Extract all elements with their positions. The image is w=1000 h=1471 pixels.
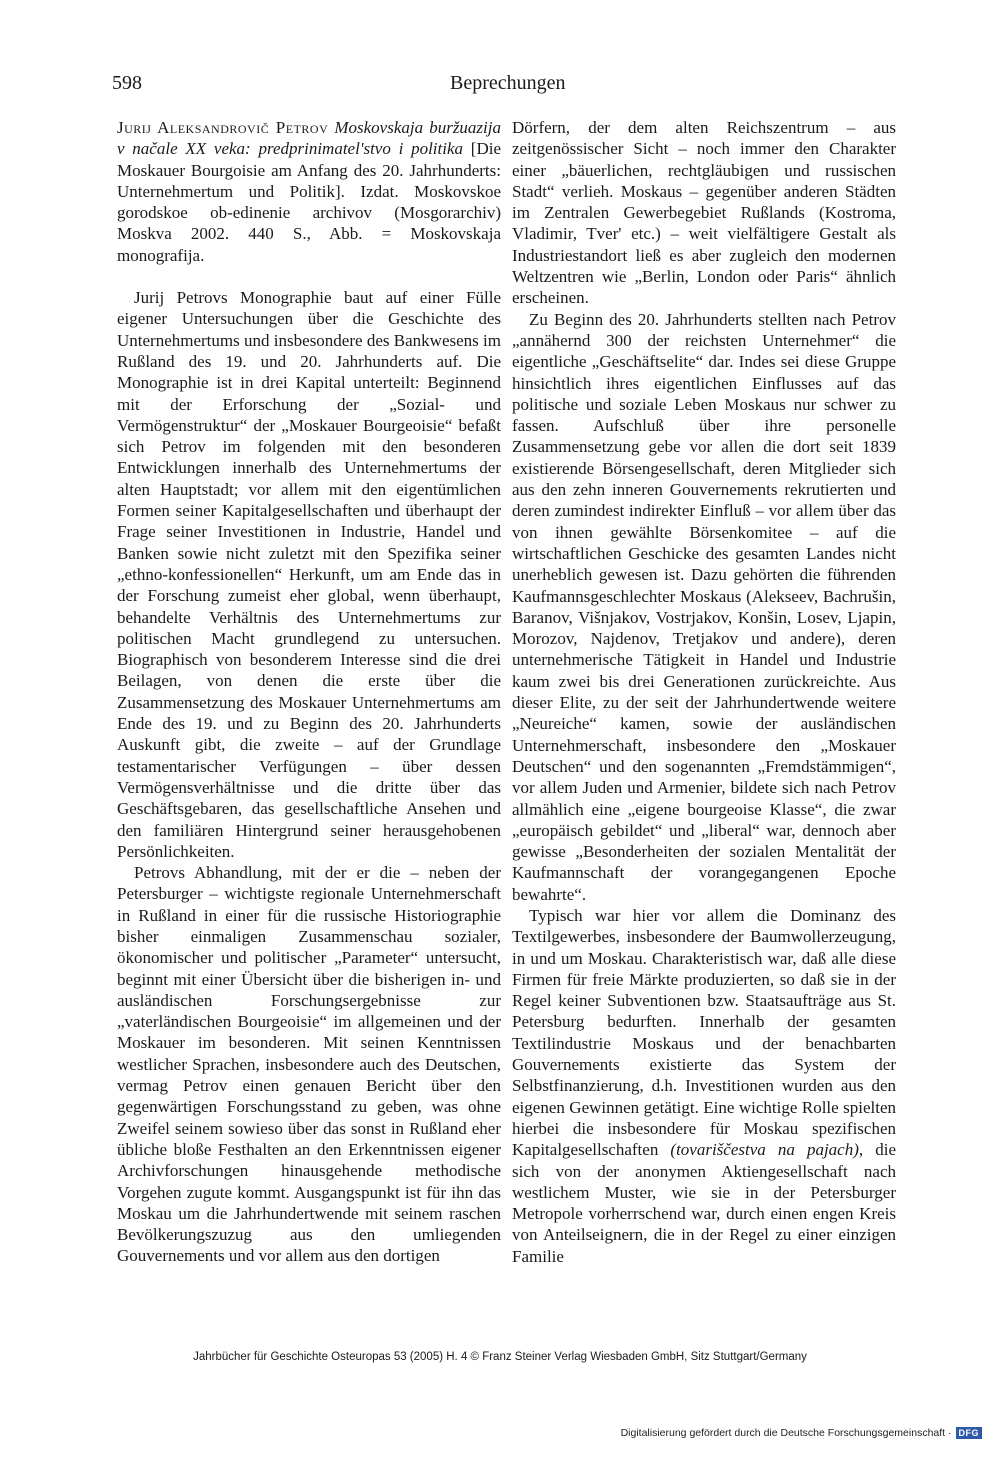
book-author: Jurij Aleksandrovič Petrov (117, 118, 329, 137)
italic-term: (tovariščestva na pajach) (670, 1140, 859, 1160)
journal-footer: Jahrbücher für Geschichte Osteuropas 53 (2005) H. 4 © Franz Steiner Verlag Wiesbaden GmbH, Sitz Stuttgart/Germany (193, 1351, 807, 1363)
paragraph: Jurij Petrovs Monographie baut auf einer Fülle eigener Untersuchungen über die Geschichte des Unternehmertums und insbesondere des Bankwesens im Rußland des 19. und 20. Jahrhunderts auf. Die Monographie ist in drei Kapital unterteilt: Beginnend mit der Erforschung der „Sozial- und Vermögenstruktur“ der „Moskauer Bourgeoisie“ befaßt sich Petrov im folgenden mit den besonderen Entwicklungen innerhalb des Unternehmertums der alten Hauptstadt; vor allem mit den eigentümlichen Formen seiner Kapitalgesellschaften und überhaupt der Frage seiner Investitionen in Industrie, Handel und Banken sowie nicht zuletzt mit den Spezifika seiner „ethno-konfessionellen“ Herkunft, um am Ende das in der Forschung zumeist eher global, wenn überhaupt, behandelte Verhältnis des Unternehmertums zur politischen Macht grundlegend zu untersuchen. Biographisch von besonderem Interesse sind die drei Beilagen, von denen die erste über die Zusammensetzung des Moskauer Unternehmertums am Ende des 19. und zu Beginn des 20. Jahrhunderts Auskunft gibt, die zweite – auf der Grundlage testamentarischer Verfügungen – über dessen Vermögensverhältnisse und die dritte über das Geschäftsgebaren, das gesellschaftliche Ansehen und den familiären Hintergrund seiner herausgehobenen Persönlichkeiten. (117, 288, 501, 861)
paragraph: Dörfern, der dem alten Reichszentrum – aus zeitgenössischer Sicht – noch immer den Charakter einer „bäuerlichen, rechtgläubigen und russischen Stadt“ verlieh. Moskaus – gegenüber anderen Städten im Zentralen Gewerbegebiet Rußlands (Kostroma, Vladimir, Tver' etc.) – weit vielfältigere Gestalt als Industriestandort ließ es aber zugleich den modernen Weltzentren wie „Berlin, London oder Paris“ ähnlich erscheinen. (512, 118, 896, 308)
left-column (117, 117, 501, 1267)
paragraph-text: , die sich von der anonymen Aktiengesellschaft nach westlichem Muster, wie sie in der Petersburger Metropole vorherrschend war, durch einen engen Kreis von Anteilseignern, die in der Regel zu einer einzigen Familie (512, 1140, 896, 1266)
running-head: Beprechungen (450, 72, 566, 94)
paragraph: Zu Beginn des 20. Jahrhunderts stellten nach Petrov „annähernd 300 der reichsten Unternehmer“ die eigentliche „Geschäftselite“ dar. Indes sei diese Gruppe hinsichtlich ihres eigentlichen Einflusses auf das politische und soziale Leben Moskaus nur schwer zu fassen. Aufschluß über ihre personelle Zusammensetzung gebe vor allen die dort seit 1839 existierende Börsengesellschaft, deren Mitglieder sich aus den zehn inneren Gouvernements rekrutierten und deren zumindest indirekter Einfluß – vor allem über das von ihnen gewählte Börsenkomitee – auf die wirtschaftlichen Geschicke des gesamten Landes nicht unerheblich gewesen ist. Dazu gehörten die führenden Kaufmannsgeschlechter Moskaus (Alekseev, Bachrušin, Baranov, Višnjakov, Vostrjakov, Konšin, Losev, Ljapin, Morozov, Najdenov, Tretjakov und andere), deren unternehmerische Tätigkeit in Handel und Industrie kaum zwei bis drei Generationen zurückreichte. Aus dieser Elite, zu der seit der Jahrhundertwende weitere „Neureiche“ kamen, sowie der ausländischen Unternehmerschaft, insbesondere den „Moskauer Deutschen“ und den sogenannten „Fremdstämmigen“, vor allem Juden und Armenier, bildete sich nach Petrov allmählich eine „eigene bourgeoise Klasse“, die zwar „europäisch gebildet“ und „liberal“ war, dennoch aber gewisse „Besonderheiten der sozialen Mentalität der Kaufmannschaft der vorangegangenen Epoche bewahrte“. (512, 309, 896, 904)
right-column (512, 117, 896, 1267)
paragraph-text: Typisch war hier vor allem die Dominanz des Textilgewerbes, insbesondere der Baumwollerzeugung, in und um Moskau. Charakteristisch war, daß alle diese Firmen für freie Märkte produzierten, so daß sie in der Regel keiner Subventionen bzw. Staatsaufträge aus St. Petersburg bedurften. Innerhalb der gesamten Textilindustrie Moskaus und der benachbarten Gouvernements existierte das System der Selbstfinanzierung, d.h. Investitionen wurden aus den eigenen Gewinnen getätigt. Eine wichtige Rolle spielten hierbei die insbesondere für Moskau spezifischen Kapitalgesellschaften (512, 905, 896, 1160)
page-number: 598 (112, 72, 142, 94)
digitization-note (621, 1427, 982, 1439)
dfg-logo-icon: DFG (956, 1427, 983, 1439)
book-details: [Die Moskauer Bourgoisie am Anfang des 20. Jahrhunderts: Unternehmertum und Politik]. Izdat. Moskovskoe gorodskoe ob-edinenie archivov (Mosgorarchiv) Moskva 2002. 440 S., Abb. = Moskovskaja monografija. (117, 139, 501, 265)
paragraph: Petrovs Abhandlung, mit der er die – neben der Petersburger – wichtigste regionale Unternehmerschaft in Rußland in einer für die russische Historiographie bisher einmaligen Zusammenschau sozialer, ökonomischer und politischer „Parameter“ untersucht, beginnt mit einer Übersicht über die bisherigen in- und ausländischen Forschungsergebnisse zur „vaterländischen Bourgeoisie“ im allgemeinen und der Moskauer im besonderen. Mit seinen Kenntnissen westlicher Sprachen, insbesondere auch des Deutschen, vermag Petrov einen genauen Bericht über den gegenwärtigen Forschungsstand zu geben, was ohne Zweifel seinem sowieso über das sonst in Rußland eher übliche bloße Festhalten an den Erkenntnissen eigener Archivforschungen hinausgehende methodische Vorgehen zugute kommt. Ausgangspunkt ist für ihn das Moskau um die Jahrhundertwende mit seinem raschen Bevölkerungszuzug aus den umliegenden Gouvernements und vor allem aus den dortigen (117, 863, 501, 1266)
book-title: Moskovskaja buržuazija v načale XX veka: predprinimatel'stvo i politika (117, 118, 501, 159)
digitization-text: Digitalisierung gefördert durch die Deutsche Forschungsgemeinschaft · (620, 1427, 952, 1439)
bibliographic-entry (117, 117, 501, 266)
paragraph (512, 905, 896, 1267)
